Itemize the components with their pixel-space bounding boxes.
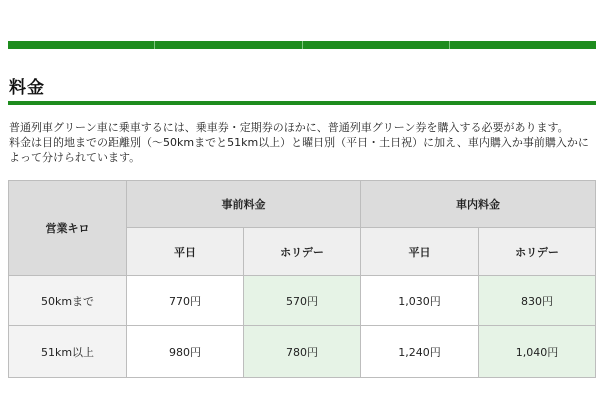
header-advance-holiday: ホリデー (244, 228, 361, 276)
table-header-row (9, 181, 596, 228)
nav-tab-4[interactable] (450, 41, 596, 49)
section-title: 料金 (9, 78, 45, 98)
row-distance-label: 50kmまで (9, 276, 127, 326)
header-onboard-weekday: 平日 (361, 228, 479, 276)
nav-tab-3[interactable] (303, 41, 450, 49)
intro-text (9, 120, 594, 165)
cell-onboard-holiday: 1,040円 (479, 326, 596, 378)
table-row (9, 276, 596, 326)
nav-tab-2[interactable] (155, 41, 302, 49)
intro-line-1: 普通列車グリーン車に乗車するには、乗車券・定期券のほかに、普通列車グリーン券を購入する必要があります。 (9, 121, 569, 134)
row-distance-label: 51km以上 (9, 326, 127, 378)
cell-advance-weekday: 980円 (127, 326, 244, 378)
title-underline (8, 101, 596, 105)
nav-tab-1[interactable] (8, 41, 155, 49)
cell-onboard-weekday: 1,240円 (361, 326, 479, 378)
header-onboard-holiday: ホリデー (479, 228, 596, 276)
header-advance-weekday: 平日 (127, 228, 244, 276)
table-row (9, 326, 596, 378)
header-onboard-fare: 車内料金 (361, 181, 596, 228)
cell-onboard-weekday: 1,030円 (361, 276, 479, 326)
fare-table (8, 180, 596, 378)
intro-line-2: 料金は目的地までの距離別（～50kmまでと51km以上）と曜日別（平日・土日祝）に加え、車内購入か事前購入かによって分けられています。 (9, 136, 589, 164)
header-advance-fare: 事前料金 (127, 181, 361, 228)
cell-advance-weekday: 770円 (127, 276, 244, 326)
cell-advance-holiday: 570円 (244, 276, 361, 326)
cell-onboard-holiday: 830円 (479, 276, 596, 326)
top-nav-bar (8, 41, 596, 49)
header-distance: 営業キロ (9, 181, 127, 276)
cell-advance-holiday: 780円 (244, 326, 361, 378)
